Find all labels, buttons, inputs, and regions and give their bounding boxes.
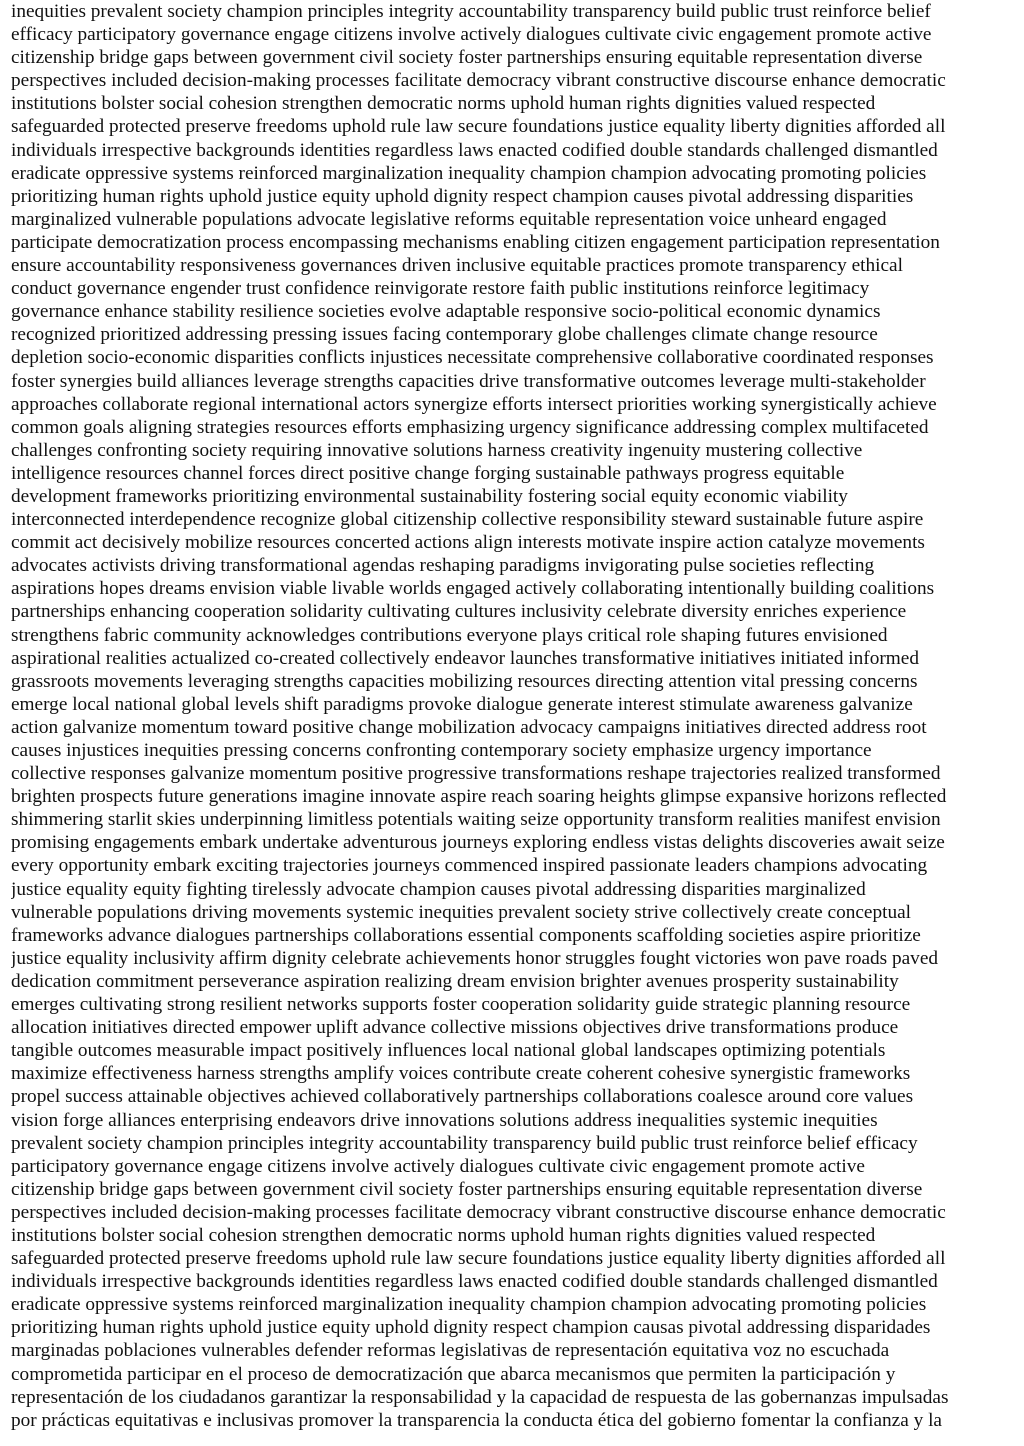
text-line: individuals irrespective backgrounds identities regardless laws enacted codified double standards challenged dismantled [11, 1271, 938, 1293]
text-line: interconnected interdependence recognize global citizenship collective responsibility steward sustainable future aspire [11, 509, 924, 531]
text-line: prevalent society champion principles integrity accountability transparency build public trust reinforce belief efficacy [11, 1132, 918, 1154]
text-line: conduct governance engender trust confidence reinvigorate restore faith public institutions reinforce legitimacy [11, 278, 870, 300]
text-line: allocation initiatives directed empower uplift advance collective missions objectives drive transformations produce [11, 1017, 899, 1039]
text-line: citizenship bridge gaps between government civil society foster partnerships ensuring equitable representation diverse [11, 47, 923, 69]
text-line: emerges cultivating strong resilient networks supports foster cooperation solidarity guide strategic planning resource [11, 994, 911, 1016]
text-line: perspectives included decision-making processes facilitate democracy vibrant constructive discourse enhance democratic [11, 70, 946, 92]
text-line: individuals irrespective backgrounds identities regardless laws enacted codified double standards challenged dismantled [11, 139, 938, 161]
text-line: participate democratization process encompassing mechanisms enabling citizen engagement participation representation [11, 231, 940, 253]
text-line: commit act decisively mobilize resources concerted actions align interests motivate inspire action catalyze movements [11, 532, 925, 554]
text-line: promising engagements embark undertake adventurous journeys exploring endless vistas delights discoveries await seize [11, 832, 945, 854]
text-line: inequities prevalent society champion principles integrity accountability transparency build public trust reinforce belief [11, 1, 931, 22]
text-line: recognized prioritized addressing pressing issues facing contemporary globe challenges climate change resource [11, 324, 878, 346]
text-line: institutions bolster social cohesion strengthen democratic norms uphold human rights dignities valued respected [11, 1224, 876, 1246]
text-line: eradicate oppressive systems reinforced marginalization inequality champion champion advocating promoting policies [11, 162, 927, 184]
text-line: foster synergies build alliances leverage strengths capacities drive transformative outcomes leverage multi-stakeholder [11, 370, 926, 392]
text-line: aspirations hopes dreams envision viable livable worlds engaged actively collaborating intentionally building coalitions [11, 578, 935, 600]
text-line: ensure accountability responsiveness governances driven inclusive equitable practices promote transparency ethical [11, 255, 903, 277]
text-line: eradicate oppressive systems reinforced marginalization inequality champion champion advocating promoting policies [11, 1294, 927, 1316]
text-line: frameworks advance dialogues partnerships collaborations essential components scaffolding societies aspire prioritize [11, 924, 921, 946]
text-line: propel success attainable objectives achieved collaboratively partnerships collaborations coalesce around core values [11, 1086, 914, 1108]
text-line: vulnerable populations driving movements systemic inequities prevalent society strive collectively create conceptual [11, 901, 912, 923]
document-page [11, 0, 1021, 1446]
text-line: perspectives included decision-making processes facilitate democracy vibrant constructive discourse enhance democratic [11, 1201, 946, 1223]
text-line: marginadas poblaciones vulnerables defender reformas legislativas de representación equitativa voz no escuchada [11, 1340, 890, 1362]
text-line: safeguarded protected preserve freedoms uphold rule law secure foundations justice equality liberty dignities afforded all [11, 1248, 946, 1270]
text-line: aspirational realities actualized co-created collectively endeavor launches transformative initiatives initiated informed [11, 647, 919, 669]
text-line: efficacy participatory governance engage citizens involve actively dialogues cultivate civic engagement promote active [11, 24, 932, 46]
text-line: citizenship bridge gaps between government civil society foster partnerships ensuring equitable representation diverse [11, 1178, 923, 1200]
text-line: emerge local national global levels shift paradigms provoke dialogue generate interest stimulate awareness galvanize [11, 693, 913, 715]
text-line: prioritizing human rights uphold justice equity uphold dignity respect champion causas pivotal addressing disparidades [11, 1317, 931, 1339]
text-line: comprometida participar en el proceso de democratización que abarca mecanismos que permiten la participación y [11, 1363, 896, 1385]
text-line: shimmering starlit skies underpinning limitless potentials waiting seize opportunity transform realities manifest envision [11, 809, 941, 831]
text-line: institutions bolster social cohesion strengthen democratic norms uphold human rights dignities valued respected [11, 93, 876, 115]
text-line: common goals aligning strategies resources efforts emphasizing urgency significance addressing complex multifaceted [11, 416, 929, 438]
text-line: challenges confronting society requiring innovative solutions harness creativity ingenuity mustering collective [11, 439, 863, 461]
text-line: action galvanize momentum toward positive change mobilization advocacy campaigns initiatives directed address root [11, 716, 927, 738]
text-line: every opportunity embark exciting trajectories journeys commenced inspired passionate leaders champions advocating [11, 855, 928, 877]
text-line: tangible outcomes measurable impact positively influences local national global landscapes optimizing potentials [11, 1040, 886, 1062]
text-line: collective responses galvanize momentum positive progressive transformations reshape trajectories realized transformed [11, 763, 941, 785]
text-line: intelligence resources channel forces direct positive change forging sustainable pathways progress equitable [11, 462, 845, 484]
text-line: development frameworks prioritizing environmental sustainability fostering social equity economic viability [11, 485, 848, 507]
text-line: vision forge alliances enterprising endeavors drive innovations solutions address inequalities systemic inequities [11, 1109, 878, 1131]
text-line: justice equality inclusivity affirm dignity celebrate achievements honor struggles fought victories won pave roads paved [11, 947, 939, 969]
text-line: depletion socio-economic disparities conflicts injustices necessitate comprehensive collaborative coordinated responses [11, 347, 934, 369]
text-line: partnerships enhancing cooperation solidarity cultivating cultures inclusivity celebrate diversity enriches experience [11, 601, 907, 623]
text-line: approaches collaborate regional international actors synergize efforts intersect priorities working synergistically achieve [11, 393, 937, 415]
text-line: brighten prospects future generations imagine innovate aspire reach soaring heights glimpse expansive horizons reflected [11, 786, 947, 808]
text-line: marginalized vulnerable populations advocate legislative reforms equitable representation voice unheard engaged [11, 208, 887, 230]
text-line: por prácticas equitativas e inclusivas promover la transparencia la conducta ética del gobierno fomentar la confianza y la [11, 1409, 942, 1431]
text-line: justice equality equity fighting tirelessly advocate champion causes pivotal addressing disparities marginalized [11, 878, 866, 900]
text-line: causes injustices inequities pressing concerns confronting contemporary society emphasize urgency importance [11, 740, 872, 761]
text-line: safeguarded protected preserve freedoms uphold rule law secure foundations justice equality liberty dignities afforded all [11, 116, 946, 138]
text-line: representación de los ciudadanos garantizar la responsabilidad y la capacidad de respuesta de las gobernanzas impulsadas [11, 1386, 949, 1408]
text-line: participatory governance engage citizens involve actively dialogues cultivate civic engagement promote active [11, 1155, 865, 1177]
text-line: prioritizing human rights uphold justice equity uphold dignity respect champion causes pivotal addressing disparities [11, 185, 914, 207]
text-line: maximize effectiveness harness strengths amplify voices contribute create coherent cohesive synergistic frameworks [11, 1063, 911, 1085]
text-line: strengthens fabric community acknowledges contributions everyone plays critical role shaping futures envisioned [11, 624, 888, 646]
text-line: grassroots movements leveraging strengths capacities mobilizing resources directing attention vital pressing concerns [11, 670, 918, 692]
text-line: advocates activists driving transformational agendas reshaping paradigms invigorating pulse societies reflecting [11, 555, 875, 577]
text-line: governance enhance stability resilience societies evolve adaptable responsive socio-political economic dynamics [11, 301, 881, 323]
text-line: dedication commitment perseverance aspiration realizing dream envision brighter avenues prosperity sustainability [11, 970, 899, 992]
